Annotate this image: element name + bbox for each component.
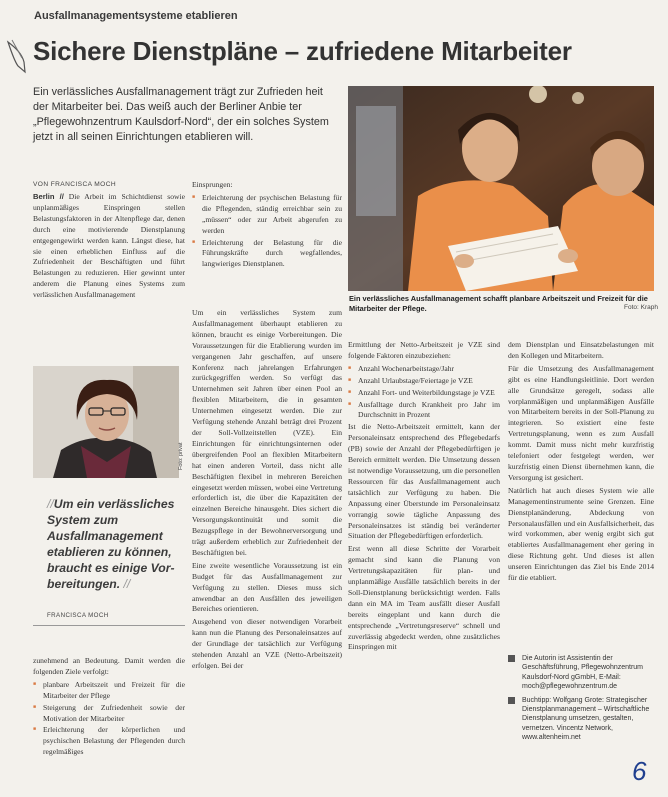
portrait-credit: Foto: privat <box>178 442 184 470</box>
section-kicker: Ausfallmanagementsysteme etablieren <box>34 10 238 22</box>
list-item: ■ Anzahl Wochenarbeitstage/Jahr <box>348 364 500 375</box>
column-2 <box>192 308 342 674</box>
quote-text: Um ein verlässliches System zum Ausfallmanagement etablieren zu können, braucht es einige Vorbereitungen. <box>47 497 175 591</box>
body-text: Um ein verlässliches System zum Ausfallmanagement überhaupt etablieren zu können, braucht es einige Vorbereitungen. Die Voraussetzungen für die Etablierung wurden im vergangenen Jahr geschaffen, auf unsere Konferenz nach jahrelangen Erfahrungen zurückgegriffen werden. So verfügt das Unternehmen seit Jahren über einen Pool an flexiblen Mitarbeitern, die in gesamten Unternehmen eingesetzt werden. Die zur Verfügung stehende Anzahl beträgt drei Prozent der Soll-Vollzeitstellen (VZE). Ein Einrichtungen für einrichtungsinternen oder übergreifenden Pool an flexiblen Mitarbeitern hat einen anderen Vorteil, dass nicht alle Beschäftigten flexibel in mehreren Bereichen eingesetzt werden müssen, wobei eine Vertretung erforderlich ist, die über die Kapazitäten der einzelnen Bereiche hinausgeht. Dies sichert die Versorgungskontinuität und somit die Bezugspflege in der Bewohnerversorgung und trägt außerdem erheblich zur Zufriedenheit der Beschäftigten bei. <box>192 308 342 557</box>
info-item-author <box>508 654 656 692</box>
info-text: Buchtipp: Wolfgang Grote: Strategischer Dienstplanmanagement – Wirtschaftliche Dienstplanung umsetzen, gestalten, vernetzen. Vincentz Network, www.altenheim.net <box>522 696 650 742</box>
column-2-top <box>192 180 342 271</box>
list-item: ■ planbare Arbeitszeit und Freizeit für die Mitarbeiter der Pflege <box>33 680 185 702</box>
divider <box>33 625 185 626</box>
body-text: Einsprungen: <box>192 180 233 189</box>
body-text: Die Arbeit im Schichtdienst sowie unplanmäßiges Einspringen stellen Belastungsfaktoren in der Altenpflege dar, denen durch eine motivierende Dienstplanung entgegengewirkt werden kann. Längst diese, hat sie einen erheblichen Einfluss auf die Zufriedenheit der Beschäftigten und führt Belastungen zu reduzieren. Hier gewinnt unter anderem die Planung eines Systems zum verlässlichen Ausfallmanagement <box>33 192 185 300</box>
photo-credit: Foto: Kraph <box>624 304 658 311</box>
body-text: Erst wenn all diese Schritte der Vorarbeit gemacht sind kann die Planung von Vertretungskapazitäten für plan- und unplanmäßige Ausfälle tatsächlich bereits in der Soll-Dienstplanung berücksichtigt werden. Falls dann ein MA im Team ausfällt dieser Ausfall bereits eingeplant und kann durch die entsprechende „Vertretungsreserve“ schnell und zuverlässig abgedeckt werden, ohne zusätzliches Einspringen mit <box>348 544 500 652</box>
body-text: Ausgehend von dieser notwendigen Vorarbeit kann nun die Planung des Personaleinsatzes auf der Grundlage der tatsächlich zur Verfügung stehenden Anzahl an VZE (Netto-Arbeitszeit) erfolgen. Bei der <box>192 617 342 670</box>
body-text: Ist die Netto-Arbeitszeit ermittelt, kann der Personaleinsatz entsprechend des Pflegebedarfs (PB) sowie der Anzahl der Pflegebedürftigen je Bereich ermittelt werden. Die Umsetzung dessen ist notwendige Voraussetzung, um die personellen Ressourcen für das Ausfallmanagement auch tatsächlich zur Verfügung zu haben. Die Anpassung einer Überstunde im Personaleinsatz vorrangig sowie tägliche Anpassung des Personaleinsatzes ist ständig bei veränderter Situation der Pflegebedürftigen erforderlich. <box>348 422 500 541</box>
quote-mark-close: // <box>123 577 131 591</box>
author-portrait <box>33 366 179 478</box>
list-item: ■ Erleichterung der körperlichen und psychischen Belastung der Pflegenden durch regelmäßiges <box>33 725 185 758</box>
byline: VON FRANCISCA MOCH <box>33 181 117 188</box>
article-photo <box>348 86 654 291</box>
body-text: zunehmend an Bedeutung. Damit werden die folgenden Ziele verfolgt: <box>33 656 185 676</box>
body-text: dem Dienstplan und Einsatzbelastungen mit den Kollegen und Mitarbeitern. <box>508 340 654 360</box>
square-bullet-icon <box>508 655 515 662</box>
column-1-top <box>33 192 185 303</box>
column-3 <box>348 340 500 655</box>
list-item: ■ Anzahl Fort- und Weiterbildungstage je VZE <box>348 388 500 399</box>
body-text: Für die Umsetzung des Ausfallmanagement gibt es eine Handlungsleitlinie. Dort werden alle Grundsätze geregelt, sodass alle vorplanmäßigen und unplanmäßigen Ausfälle von Mitarbeitern bereits in der Soll-Planung zu integrieren. So existiert eine feste Vertretungsplanung, wenn es zum Ausfall kommt. Damit muss nicht mehr kurzfristig telefoniert oder festgelegt werden, wer kurzfristig einen Dienst übernehmen kann, die Versorgung ist gesichert. <box>508 363 654 482</box>
info-item-booktip <box>508 696 656 743</box>
pin-icon <box>6 38 28 74</box>
list-item: ■ Ausfalltage durch Krankheit pro Jahr im Durchschnitt in Prozent <box>348 400 500 422</box>
article-lead: Ein verlässliches Ausfallmanagement trägt zur Zufrieden heit der Mitarbeiter bei. Das weiß auch der Berliner Anbie ter „Pflegewohnzentrum Kaulsdorf-Nord“, der ein solches System jetzt in all seinen Einrichtungen etablieren will. <box>33 86 329 143</box>
photo-caption: Ein verlässliches Ausfallmanagement schafft planbare Arbeitszeit und Freizeit für die Mitarbeiter der Pflege. <box>349 294 648 313</box>
square-bullet-icon <box>508 697 515 704</box>
quote-author: FRANCISCA MOCH <box>47 612 109 619</box>
pull-quote <box>47 496 183 592</box>
page-number: 6 <box>632 756 647 786</box>
list-item: ■ Erleichterung der Belastung für die Führungskräfte durch wegfallendes, langwieriges Dienstplanen. <box>192 238 342 271</box>
quote-mark-open: // <box>47 497 54 511</box>
body-text: Eine zweite wesentliche Voraussetzung ist ein Budget für das Ausfallmanagement zur Verfügung zu stellen. Dieses muss sich anwendbar an den Ausfällen des jeweiligen Bereiches orientieren. <box>192 560 342 614</box>
list-item: ■ Erleichterung der psychischen Belastung für die Pflegenden, ständig erreichbar sein zu „müssen“ oder zur Arbeit abgerufen zu werden <box>192 193 342 237</box>
dateline: Berlin // <box>33 192 64 201</box>
body-text: Ermittlung der Netto-Arbeitszeit je VZE sind folgende Faktoren einzubeziehen: <box>348 340 500 360</box>
list-item: ■ Anzahl Urlaubstage/Feiertage je VZE <box>348 376 500 387</box>
article-headline: Sichere Dienstpläne – zufriedene Mitarbeiter <box>33 36 572 66</box>
info-text: Die Autorin ist Assistentin der Geschäftsführung, Pflegewohnzentrum Kaulsdorf-Nord gGmbH, E-Mail: moch@pflegewohnzentrum.de <box>522 655 644 691</box>
author-infobox <box>508 654 656 747</box>
column-1-bottom <box>33 656 185 759</box>
body-text: Natürlich hat auch dieses System wie alle Managementinstrumente seine Grenzen. Eine Dienstplanänderung, Abdeckung von Personalausfällen und ein Ausfallsicherheit, das wird vorkommen, aber wenig ergibt sich gut etabliertes Ausfallmanagement eher gering in diese Richtung geht. Und dieses ist allen unseren Einrichtungen das Ziel bis Ende 2014 für die etabliert. <box>508 485 654 583</box>
column-4 <box>508 340 654 586</box>
list-item: ■ Steigerung der Zufriedenheit sowie der Motivation der Mitarbeiter <box>33 703 185 725</box>
